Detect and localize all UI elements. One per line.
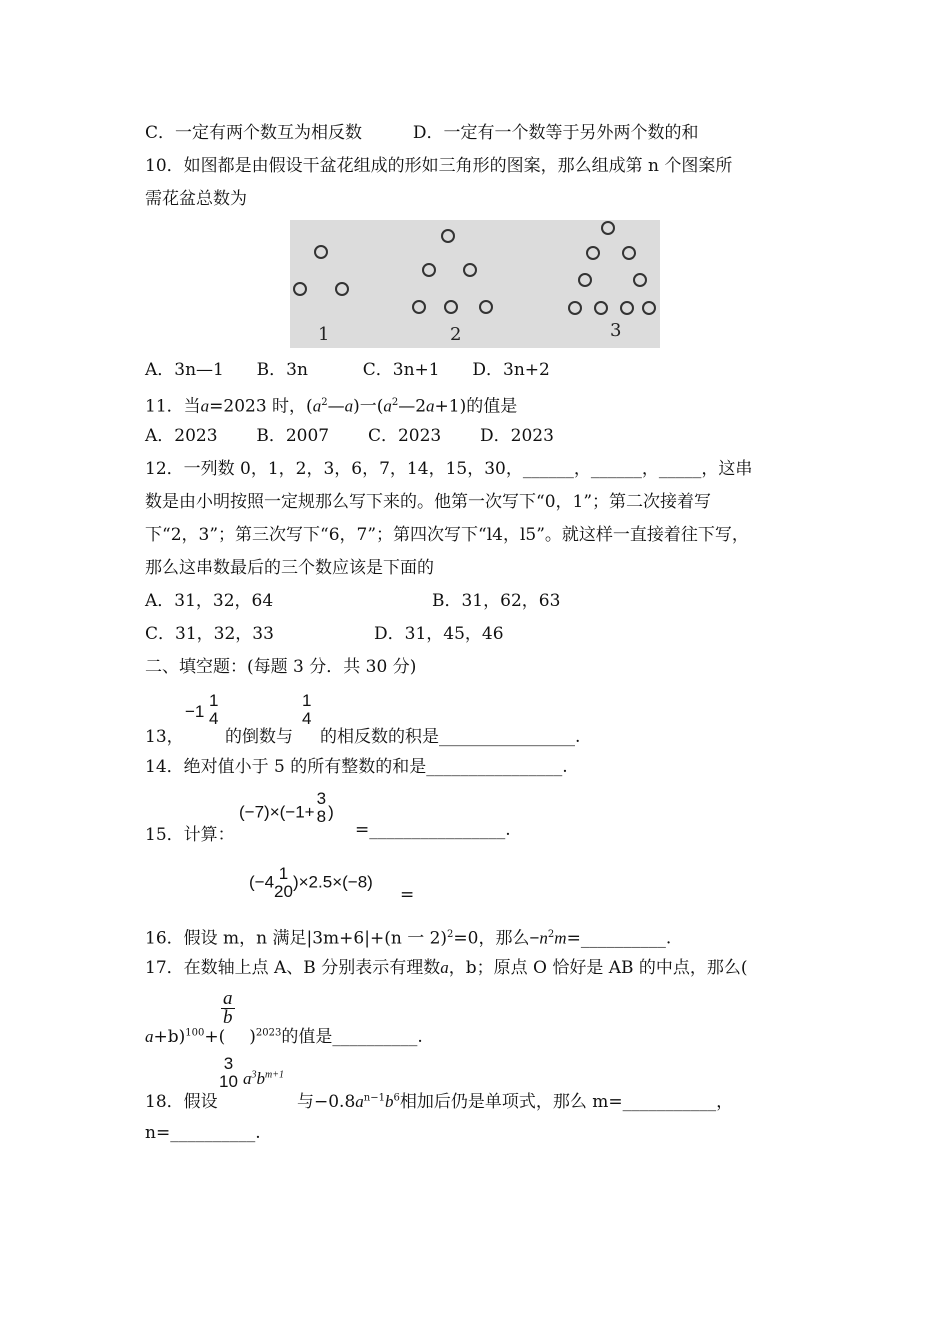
pattern-label-1: 1 — [318, 324, 330, 345]
q10-stem-line2: 需花盆总数为 — [145, 189, 247, 209]
numerator: 3 — [316, 789, 327, 808]
q11-text: —2 — [398, 396, 427, 417]
q17-text: 的值是__________. — [281, 1027, 423, 1047]
q10-stem-line1: 10．如图都是由假设干盆花组成的形如三角形的图案，那么组成第 n 个图案所 — [145, 156, 733, 176]
var-a: a — [243, 1069, 252, 1088]
var-a: a — [344, 396, 354, 416]
q9-option-d: D．一定有一个数等于另外两个数的和 — [412, 123, 699, 143]
q11-options — [145, 425, 554, 447]
q17-text: +b) — [153, 1027, 186, 1047]
q18-text: 相加后仍是单项式，那么 m=___________， — [399, 1092, 734, 1112]
pot-circle — [620, 301, 634, 315]
q11-option-a: A．2023 — [145, 426, 218, 446]
pot-circle — [441, 229, 455, 243]
q9-options — [145, 122, 698, 144]
pot-circle — [586, 246, 600, 260]
expr-part: (−7)×(−1+ — [239, 802, 315, 822]
q10-option-c: C．3n+1 — [362, 360, 440, 380]
q11-text: — — [327, 396, 345, 417]
denominator: 20 — [274, 882, 293, 901]
var-a: a — [440, 958, 449, 977]
numerator: 1 — [278, 864, 289, 883]
pot-circle — [633, 273, 647, 287]
var-a: a — [426, 396, 435, 416]
q10-option-a: A．3n—1 — [145, 360, 224, 380]
q11-option-b: B．2007 — [256, 426, 330, 446]
exponent: 2 — [547, 929, 555, 940]
q18-line2: n=__________. — [145, 1123, 261, 1143]
pattern-label-2: 2 — [450, 324, 462, 345]
var-b: b — [256, 1069, 265, 1088]
q10-option-d: D．3n+2 — [472, 360, 550, 380]
q12-option-a: A．31，32，64 — [145, 591, 274, 611]
q16-text: 16．假设 m，n 满足|3m+6|+(n 一 2) — [145, 928, 448, 949]
pot-circle — [463, 263, 477, 277]
numerator: 1 — [302, 691, 312, 710]
q12-line1: 12．一列数 0，1，2，3，6，7，14，15，30，______，______，_____，这串 — [145, 459, 753, 479]
q11-text: =2023 时，( — [209, 396, 313, 417]
pot-circle — [622, 246, 636, 260]
exponent: 2023 — [255, 1027, 282, 1039]
q15-number: 15．计算： — [145, 825, 235, 845]
flowerpot-pattern-figure — [290, 220, 660, 348]
var-a: a — [145, 1027, 154, 1046]
q17-text: ) — [249, 1027, 256, 1047]
expr-part: )×2.5×(−8) — [292, 872, 373, 892]
q16-text: =__________. — [566, 928, 672, 949]
exponent: m+1 — [265, 1069, 284, 1081]
var-n: n — [539, 928, 548, 948]
var-a: a — [383, 396, 392, 416]
q12-line4: 那么这串数最后的三个数应该是下面的 — [145, 558, 434, 578]
q17-text: ，b；原点 O 恰好是 AB 的中点，那么( — [448, 958, 748, 978]
q10-option-b: B．3n — [256, 360, 308, 380]
q14: 14．绝对值小于 5 的所有整数的和是________________. — [145, 757, 568, 777]
q11-option-d: D．2023 — [480, 426, 554, 446]
q12-option-b: B．31，62，63 — [432, 591, 561, 611]
q11-text: +1)的值是 — [434, 396, 518, 417]
q12-option-d: D．31，45，46 — [374, 624, 504, 644]
section-heading-fill-in: 二、填空题：(每题 3 分．共 30 分) — [145, 657, 417, 677]
var-a: a — [355, 1092, 364, 1111]
denominator: b — [223, 1007, 233, 1028]
minus-sign: − — [529, 928, 540, 948]
denominator: 4 — [209, 709, 219, 728]
fraction — [315, 790, 328, 826]
q13-number: 13， — [145, 727, 184, 747]
pattern-label-3: 3 — [610, 320, 622, 341]
exponent: 6 — [393, 1092, 400, 1104]
pot-circle — [479, 300, 493, 314]
exponent: 2 — [391, 397, 399, 408]
q11-text: 11．当 — [145, 396, 201, 417]
q15-answer1: =________________. — [355, 820, 511, 840]
pot-circle — [642, 301, 656, 315]
q11-option-c: C．2023 — [367, 426, 442, 446]
q9-option-c: C．一定有两个数互为相反数 — [145, 123, 363, 143]
q15-expr1 — [239, 789, 334, 826]
q13-mixed-whole: −1 — [185, 702, 205, 721]
q18-text: 与−0.8 — [297, 1092, 356, 1112]
q11-stem — [145, 392, 517, 418]
q13-fraction-1 — [209, 692, 218, 728]
q17-text: 17．在数轴上点 A、B 分别表示有理数 — [145, 958, 441, 978]
denominator: 4 — [302, 709, 312, 728]
pot-circle — [293, 282, 307, 296]
exponent: 100 — [185, 1027, 205, 1039]
exponent: 3 — [251, 1069, 257, 1081]
denominator: 8 — [316, 807, 327, 826]
expr-part: (−4 — [249, 872, 275, 892]
pot-circle — [594, 301, 608, 315]
exponent: 2 — [447, 929, 454, 940]
q18-expr — [297, 1087, 733, 1112]
q17-text: +( — [204, 1027, 226, 1047]
q15-expr2 — [249, 865, 373, 901]
var-a: a — [312, 396, 322, 416]
pot-circle — [568, 301, 582, 315]
var-b: b — [384, 1092, 394, 1111]
q17-line1 — [145, 957, 748, 979]
q16-text: =0，那么 — [453, 928, 530, 949]
pot-circle — [314, 245, 328, 259]
fraction — [274, 865, 293, 901]
numerator: 3 — [223, 1054, 234, 1073]
pot-circle — [335, 282, 349, 296]
var-m: m — [554, 928, 567, 948]
pot-circle — [422, 263, 436, 277]
q13-text: 的相反数的积是________________. — [320, 727, 581, 747]
pot-circle — [601, 221, 615, 235]
exponent: n−1 — [363, 1092, 385, 1104]
q12-line3: 下“2，3”；第三次写下“6，7”；第四次写下“l4，l5”。就这样一直接着往下写， — [145, 525, 749, 545]
pot-circle — [578, 273, 592, 287]
pot-circle — [444, 300, 458, 314]
denominator: 10 — [219, 1072, 238, 1091]
pot-circle — [412, 300, 426, 314]
q16 — [145, 924, 671, 950]
q18-prefix: 18．假设 — [145, 1092, 218, 1112]
q13-fraction-2 — [302, 692, 311, 728]
q12-option-c: C．31，32，33 — [145, 624, 274, 644]
var-a: a — [200, 396, 210, 416]
q15-answer2: = — [400, 885, 415, 905]
numerator: 1 — [209, 691, 219, 710]
q18-term1 — [243, 1069, 284, 1089]
q12-line2: 数是由小明按照一定规那么写下来的。他第一次写下“0，1”；第二次接着写 — [145, 492, 712, 512]
numerator: a — [223, 988, 233, 1009]
q11-text: )一( — [353, 396, 384, 417]
q17-expr — [145, 1022, 423, 1047]
q10-options — [145, 359, 550, 381]
expr-part: ) — [328, 802, 334, 822]
exponent: 2 — [321, 397, 328, 408]
q13-text: 的倒数与 — [225, 727, 293, 747]
q18-fraction — [219, 1055, 238, 1091]
